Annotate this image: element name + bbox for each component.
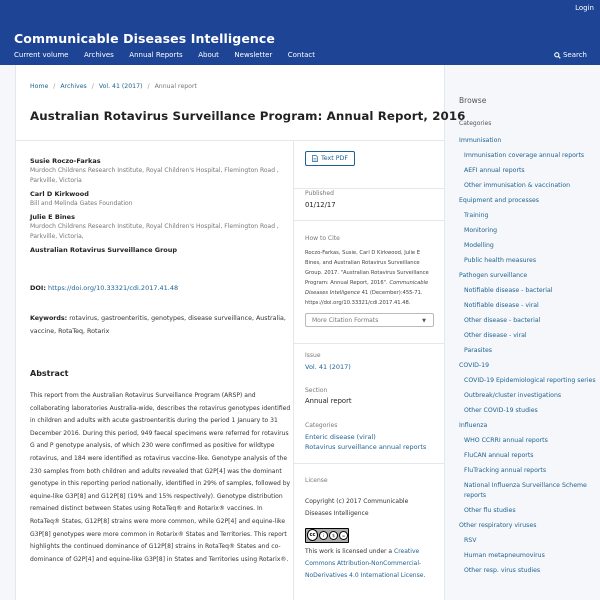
issue-block (305, 352, 435, 372)
sidebar-subcategory-link[interactable]: Other flu studies (464, 507, 516, 514)
citation-formats-dropdown[interactable] (305, 313, 434, 327)
sidebar-subcategory-link[interactable]: Other COVID-19 studies (464, 407, 538, 414)
license-block (305, 477, 435, 582)
nav-archives[interactable]: Archives (83, 51, 114, 59)
file-icon (312, 155, 318, 162)
author (30, 157, 290, 186)
sidebar-subcategory-link[interactable]: Notifiable disease - bacterial (464, 287, 553, 294)
sidebar-category-link[interactable]: Other respiratory viruses (459, 522, 537, 529)
nav-current-volume[interactable]: Current volume (14, 51, 69, 59)
breadcrumb-separator: / (147, 83, 150, 90)
cite-label: How to Cite (305, 235, 340, 242)
section-value: Annual report (305, 397, 352, 405)
license-prefix: This work is licensed under a (305, 547, 395, 555)
doi (30, 284, 178, 292)
cc-license-badge[interactable] (305, 528, 349, 543)
login-link[interactable]: Login (575, 4, 594, 12)
author-affiliation: Bill and Melinda Gates Foundation (30, 200, 133, 207)
author (30, 213, 290, 242)
sidebar-category-link[interactable]: Immunisation (459, 137, 502, 144)
sidebar-subcategory-link[interactable]: COVID-19 Epidemiological reporting series (464, 377, 596, 384)
article-panel (15, 65, 466, 600)
author-name: Julie E Bines (30, 213, 75, 221)
category-link[interactable]: Enteric disease (viral) (305, 433, 376, 441)
sidebar-subcategory-link[interactable]: Other resp. virus studies (464, 567, 541, 574)
divider (294, 463, 444, 464)
text-pdf-button[interactable] (305, 151, 355, 166)
author-name: Susie Roczo-Farkas (30, 157, 101, 165)
sidebar-subcategory-link[interactable]: Public health measures (464, 257, 537, 264)
sidebar-subcategory-link[interactable]: Modelling (464, 242, 494, 249)
breadcrumb-home[interactable]: Home (30, 83, 49, 90)
breadcrumb-archives[interactable]: Archives (60, 83, 87, 90)
section-label: Section (305, 387, 328, 394)
sidebar-subcategory-link[interactable]: AEFI annual reports (464, 167, 525, 174)
sidebar-subcategory-link[interactable]: Parasites (464, 347, 492, 354)
site-title[interactable]: Communicable Diseases Intelligence (14, 31, 275, 46)
published-label: Published (305, 190, 334, 197)
breadcrumb-separator: / (91, 83, 94, 90)
issue-label: Issue (305, 352, 321, 359)
category-list (459, 136, 597, 581)
license-link[interactable]: Creative Commons Attribution-NonCommercial-NoDerivatives 4.0 International License (305, 547, 424, 580)
sidebar-subcategory-link[interactable]: Monitoring (464, 227, 498, 234)
site-header (0, 0, 600, 65)
sidebar-subcategory-link[interactable]: Immunisation coverage annual reports (464, 152, 585, 159)
sidebar-category-link[interactable]: COVID-19 (459, 362, 490, 369)
browse-heading: Browse (459, 96, 487, 105)
keywords-label: Keywords: (30, 315, 68, 322)
license-statement (305, 546, 435, 583)
section-block (305, 387, 435, 405)
cc-icon: cc (307, 529, 318, 541)
nd-icon: = (339, 531, 348, 540)
sidebar-subcategory-link[interactable]: Notifiable disease - viral (464, 302, 539, 309)
author (30, 246, 290, 255)
citation-formats-label: More Citation Formats (312, 316, 379, 324)
divider (293, 141, 294, 600)
author-affiliation: Murdoch Childrens Research Institute, Royal Children's Hospital, Flemington Road , Parkville, Victoria, (30, 223, 279, 240)
keywords (30, 313, 290, 338)
search-label: Search (562, 51, 587, 59)
author (30, 190, 290, 209)
author-list (30, 157, 290, 259)
chevron-down-icon: ▼ (422, 318, 426, 324)
doi-label: DOI: (30, 284, 46, 292)
published-block (305, 190, 435, 209)
sidebar-category-link[interactable]: Equipment and processes (459, 197, 539, 204)
categories-block (305, 422, 435, 452)
sidebar-subcategory-link[interactable]: FluTracking annual reports (464, 467, 547, 474)
sidebar-subcategory-link[interactable]: RSV (464, 537, 477, 544)
sidebar-subcategory-link[interactable]: Outbreak/cluster investigations (464, 392, 562, 399)
copyright-text: Copyright (c) 2017 Communicable Diseases Intelligence (305, 498, 409, 518)
divider (16, 140, 444, 141)
sidebar-subcategory-link[interactable]: National Influenza Surveillance Scheme reports (464, 482, 587, 499)
doi-link[interactable]: https://doi.org/10.33321/cdi.2017.41.48 (48, 284, 179, 292)
nav-newsletter[interactable]: Newsletter (234, 51, 273, 59)
category-link[interactable]: Rotavirus surveillance annual reports (305, 443, 427, 451)
author-name: Australian Rotavirus Surveillance Group (30, 246, 178, 254)
citation-block (305, 235, 435, 308)
nav-about[interactable]: About (198, 51, 219, 59)
keywords-value: rotavirus, gastroenteritis, genotypes, disease surveillance, Australia, vaccine, RotaTeq, Rotarix (30, 315, 286, 335)
sidebar-subcategory-link[interactable]: Training (464, 212, 489, 219)
sidebar-subcategory-link[interactable]: Other disease - viral (464, 332, 527, 339)
by-icon: i (319, 531, 328, 540)
sidebar-category-link[interactable]: Pathogen surveillance (459, 272, 528, 279)
author-affiliation: Murdoch Childrens Research Institute, Royal Children's Hospital, Flemington Road , Parkville, Victoria (30, 167, 279, 184)
nc-icon: $ (329, 531, 338, 540)
citation-journal: Communicable Diseases Intelligence (305, 280, 429, 296)
nav-contact[interactable]: Contact (287, 51, 315, 59)
sidebar-subcategory-link[interactable]: Other immunisation & vaccination (464, 182, 571, 189)
divider (294, 343, 444, 344)
text-pdf-label: Text PDF (321, 155, 349, 162)
license-label: License (305, 477, 328, 484)
search-icon (554, 52, 561, 59)
nav-annual-reports[interactable]: Annual Reports (129, 51, 183, 59)
breadcrumb-volume[interactable]: Vol. 41 (2017) (98, 83, 143, 90)
issue-link[interactable]: Vol. 41 (2017) (305, 363, 351, 371)
divider (294, 188, 444, 189)
breadcrumb-separator: / (53, 83, 56, 90)
sidebar-subcategory-link[interactable]: WHO CCRRI annual reports (464, 437, 548, 444)
license-suffix: . (423, 572, 426, 580)
citation-authors: Roczo-Farkas, Susie, Carl D Kirkwood, Julie E Bines, and Australian Rotavirus Surveillance Group. 2017. "Australian Rotavirus Surveillance Program: Annual Report, 2016". (305, 250, 429, 286)
categories-heading: Categories (459, 120, 492, 127)
breadcrumb-current: Annual report (154, 83, 197, 90)
search-link[interactable] (554, 51, 587, 59)
breadcrumb (30, 83, 197, 90)
sidebar-category-link[interactable]: Influenza (459, 422, 488, 429)
author-name: Carl D Kirkwood (30, 190, 89, 198)
sidebar-subcategory-link[interactable]: FluCAN annual reports (464, 452, 534, 459)
sidebar-subcategory-link[interactable]: Human metapneumovirus (464, 552, 545, 559)
abstract-heading: Abstract (30, 369, 69, 378)
divider (294, 220, 444, 221)
citation-text (305, 248, 435, 308)
categories-label: Categories (305, 422, 338, 429)
abstract-text: This report from the Australian Rotavirus Surveillance Program (ARSP) and collaborating laboratories Australia-wide, describes the rotavirus genotypes identified in children and adults with acute gastroenteritis during the period 1 January to 31 December 2016. During this period, 949 faecal specimens were referred for rotavirus G and P genotype analysis, of which 230 were confirmed as positive for wildtype rotavirus, and 184 were identified as rotavirus vaccine-like. Genotype analysis of the 230 samples from both children and adults revealed that G2P[4] was the dominant genotype in this reporting period nationally, identified in 29% of samples, followed by equine-like G3P[8] and G12P[8] (19% and 15% respectively). Genotype distribution remained distinct between States using RotaTeq® and Rotarix® vaccines. In RotaTeq® States, G12P[8] strains were more common, while G2P[4] and equine-like G3P[8] genotypes were more common in Rotarix® States and Territories. This report highlights the continued dominance of G12P[8] strains in RotaTeq® States and co-dominance of G2P[4] and equine-like G3P[8] in States and Territories using Rotarix®. (30, 392, 291, 563)
citation-details: 41 (December):455-71. https://doi.org/10.33321/cdi.2017.41.48. (305, 290, 423, 306)
published-date: 01/12/17 (305, 201, 336, 209)
primary-nav (14, 51, 331, 59)
sidebar-subcategory-link[interactable]: Other disease - bacterial (464, 317, 541, 324)
page-title: Australian Rotavirus Surveillance Program: Annual Report, 2016 (30, 109, 466, 123)
